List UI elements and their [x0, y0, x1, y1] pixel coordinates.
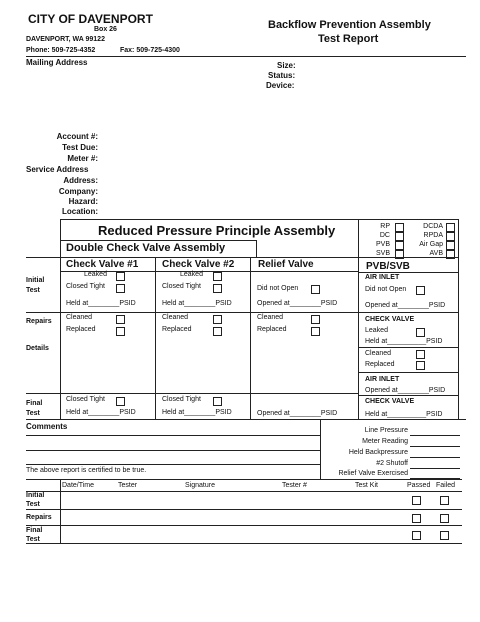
- signoff-row-rule: [26, 525, 462, 526]
- cv2-held-at: Held at________PSID: [162, 300, 232, 307]
- line-pressure-field[interactable]: [410, 435, 460, 436]
- pvb-replaced-label: Replaced: [365, 361, 395, 368]
- grid-col-rule: [250, 257, 251, 419]
- air-inlet-label: AIR INLET: [365, 274, 400, 281]
- held-backpressure-field[interactable]: [410, 457, 460, 458]
- pvb-check-valve-label: CHECK VALVE: [365, 316, 415, 323]
- pvb-final-opened-at: Opened at________PSID: [365, 387, 446, 394]
- type-label: Air Gap: [419, 241, 443, 248]
- pvb-did-not-open-label: Did not Open: [365, 286, 407, 293]
- comments-divider: [320, 419, 321, 479]
- dc-assembly-title: Double Check Valve Assembly: [66, 242, 226, 254]
- pvb-final-rule: [358, 395, 458, 396]
- final-test-label: Test: [26, 410, 40, 417]
- relief-did-not-open-checkbox[interactable]: [311, 285, 320, 294]
- pvb-opened-at: Opened at________PSID: [365, 302, 446, 309]
- pvb-held-at: Held at__________PSID: [365, 338, 443, 345]
- relief-replaced-checkbox[interactable]: [311, 327, 320, 336]
- rp-checkbox[interactable]: [395, 223, 404, 232]
- assembly-right-rule: [458, 219, 459, 257]
- test-due-label: Test Due:: [62, 143, 98, 152]
- type-label: AVB: [429, 250, 443, 257]
- shutoff-label: #2 Shutoff: [376, 460, 408, 467]
- signoff-row-rule: [26, 509, 462, 510]
- company-label: Company:: [58, 187, 98, 196]
- signoff-top-rule: [26, 479, 462, 480]
- pvb-final-held-at: Held at__________PSID: [365, 411, 443, 418]
- grid-col-rule: [458, 257, 459, 419]
- grid-col-rule: [60, 257, 61, 419]
- size-label: Size:: [277, 61, 296, 70]
- type-label: DC: [379, 232, 390, 239]
- phone-number: Phone: 509-725-4352: [26, 47, 96, 54]
- relief-exercised-label: Relief Valve Exercised: [338, 470, 408, 477]
- location-label: Location:: [62, 207, 98, 216]
- type-label: PVB: [375, 241, 390, 248]
- comment-line: [26, 450, 320, 451]
- relief-cleaned-checkbox[interactable]: [311, 315, 320, 324]
- test-kit-header: Test Kit: [355, 482, 378, 489]
- tester-header: Tester: [118, 482, 138, 489]
- cv2-replaced-label: Replaced: [162, 326, 192, 333]
- mailing-address-label: Mailing Address: [26, 58, 88, 67]
- check-valve-1-header: Check Valve #1: [66, 259, 139, 270]
- pvb-leaked-label: Leaked: [365, 327, 388, 334]
- signoff-final-label: Final: [26, 527, 43, 534]
- initial-test-label: Initial: [26, 277, 45, 284]
- meter-reading-label: Meter Reading: [362, 438, 408, 445]
- air-gap-checkbox[interactable]: [446, 241, 455, 250]
- date-time-header: Date/Time: [62, 482, 95, 489]
- details-label: Details: [26, 345, 49, 352]
- cv1-replaced-checkbox[interactable]: [116, 327, 125, 336]
- repairs-passed-checkbox[interactable]: [412, 514, 421, 523]
- repairs-failed-checkbox[interactable]: [440, 514, 449, 523]
- rpda-checkbox[interactable]: [446, 232, 455, 241]
- grid-col-rule: [155, 257, 156, 419]
- fax-number: Fax: 509-725-4300: [120, 47, 180, 54]
- dc-rule: [60, 240, 256, 241]
- dcda-checkbox[interactable]: [446, 223, 455, 232]
- relief-replaced-label: Replaced: [257, 326, 287, 333]
- form-title: Backflow Prevention Assembly: [268, 19, 431, 31]
- cv2-replaced-checkbox[interactable]: [213, 327, 222, 336]
- relief-cleaned-label: Cleaned: [257, 314, 284, 321]
- cv1-final-held-at: Held at________PSID: [66, 409, 136, 416]
- pvb-svb-header: PVB/SVB: [366, 261, 410, 272]
- failed-header: Failed: [436, 482, 456, 489]
- comment-line: [26, 435, 320, 436]
- city-name: CITY OF DAVENPORT: [28, 12, 153, 26]
- line-pressure-label: Line Pressure: [364, 427, 408, 434]
- relief-final-opened-at: Opened at________PSID: [257, 410, 338, 417]
- signature-header: Signature: [185, 482, 215, 489]
- pvb-header-rule: [358, 272, 458, 273]
- header-rule: [26, 56, 466, 57]
- initial-row-rule: [26, 312, 458, 313]
- held-backpressure-label: Held Backpressure: [348, 449, 408, 456]
- box-number: Box 26: [94, 26, 117, 33]
- final-test-label: Final: [26, 400, 43, 407]
- pvb-air-inlet-label: AIR INLET: [365, 376, 400, 383]
- cv1-final-closed-tight-label: Closed Tight: [66, 396, 105, 403]
- repairs-row-rule: [26, 393, 358, 394]
- form-subtitle: Test Report: [318, 33, 379, 45]
- shutoff-field[interactable]: [410, 468, 460, 469]
- cv2-closed-tight-checkbox[interactable]: [213, 284, 222, 293]
- cv1-final-closed-tight-checkbox[interactable]: [116, 397, 125, 406]
- cv1-cleaned-label: Cleaned: [66, 314, 93, 321]
- pvb-checkbox[interactable]: [395, 241, 404, 250]
- initial-failed-checkbox[interactable]: [440, 496, 449, 505]
- grid-bottom-rule: [26, 419, 466, 420]
- cv1-closed-tight-label: Closed Tight: [66, 283, 105, 290]
- cv1-held-at: Held at________PSID: [66, 300, 136, 307]
- pvb-leaked-checkbox[interactable]: [416, 328, 425, 337]
- dc-checkbox[interactable]: [395, 232, 404, 241]
- relief-valve-header: Relief Valve: [258, 259, 314, 270]
- comments-label: Comments: [26, 422, 68, 431]
- cv2-final-closed-tight-checkbox[interactable]: [213, 397, 222, 406]
- comment-line: [26, 464, 320, 465]
- signoff-final-label: Test: [26, 536, 40, 543]
- device-label: Device:: [266, 81, 295, 90]
- cv2-final-closed-tight-label: Closed Tight: [162, 396, 201, 403]
- final-passed-checkbox[interactable]: [412, 531, 421, 540]
- pvb-cleaned-checkbox[interactable]: [416, 350, 425, 359]
- signoff-header-rule: [26, 491, 462, 492]
- type-label: SVB: [375, 250, 390, 257]
- cv2-leaked-label: Leaked: [180, 271, 203, 278]
- signoff-col-rule: [60, 479, 61, 544]
- signoff-initial-label: Test: [26, 501, 40, 508]
- meter-number-label: Meter #:: [67, 154, 98, 163]
- tester-number-header: Tester #: [282, 482, 307, 489]
- pvb-final-check-valve-label: CHECK VALVE: [365, 398, 415, 405]
- assembly-left-rule: [60, 219, 61, 257]
- grid-top-rule: [26, 257, 458, 258]
- assembly-top-rule: [60, 219, 458, 220]
- cv2-cleaned-checkbox[interactable]: [213, 315, 222, 324]
- type-label: RPDA: [423, 232, 443, 239]
- address-label: Address:: [63, 176, 98, 185]
- pvb-air-inlet-rule: [358, 372, 458, 373]
- pvb-did-not-open-checkbox[interactable]: [416, 286, 425, 295]
- cv2-cleaned-label: Cleaned: [162, 314, 189, 321]
- passed-header: Passed: [407, 482, 431, 489]
- certify-statement: The above report is certified to be true.: [26, 467, 147, 474]
- pvb-replaced-checkbox[interactable]: [416, 361, 425, 370]
- cv1-replaced-label: Replaced: [66, 326, 96, 333]
- signoff-repairs-label: Repairs: [26, 514, 52, 521]
- relief-did-not-open-label: Did not Open: [257, 285, 299, 292]
- initial-passed-checkbox[interactable]: [412, 496, 421, 505]
- final-failed-checkbox[interactable]: [440, 531, 449, 540]
- service-address-label: Service Address: [26, 165, 89, 174]
- cv2-final-held-at: Held at________PSID: [162, 409, 232, 416]
- cv1-cleaned-checkbox[interactable]: [116, 315, 125, 324]
- city-state: DAVENPORT, WA 99122: [26, 36, 105, 43]
- pvb-cleaned-label: Cleaned: [365, 350, 392, 357]
- cv1-closed-tight-checkbox[interactable]: [116, 284, 125, 293]
- repairs-label: Repairs: [26, 318, 52, 325]
- check-valve-2-header: Check Valve #2: [162, 259, 235, 270]
- signoff-initial-label: Initial: [26, 492, 45, 499]
- cv1-leaked-checkbox[interactable]: [116, 272, 125, 281]
- type-label: DCDA: [423, 223, 443, 230]
- status-label: Status:: [268, 71, 296, 80]
- hazard-label: Hazard:: [68, 197, 98, 206]
- initial-test-label: Test: [26, 287, 40, 294]
- dc-box-rule: [256, 240, 257, 257]
- pvb-repairs-rule: [358, 347, 458, 348]
- cv2-closed-tight-label: Closed Tight: [162, 283, 201, 290]
- cv1-leaked-label: Leaked: [84, 271, 107, 278]
- meter-reading-field[interactable]: [410, 446, 460, 447]
- cv2-leaked-checkbox[interactable]: [213, 272, 222, 281]
- type-label: RP: [380, 223, 390, 230]
- signoff-bottom-rule: [26, 543, 462, 544]
- relief-opened-at: Opened at________PSID: [257, 300, 338, 307]
- account-number-label: Account #:: [56, 132, 98, 141]
- rp-assembly-title: Reduced Pressure Principle Assembly: [98, 223, 336, 238]
